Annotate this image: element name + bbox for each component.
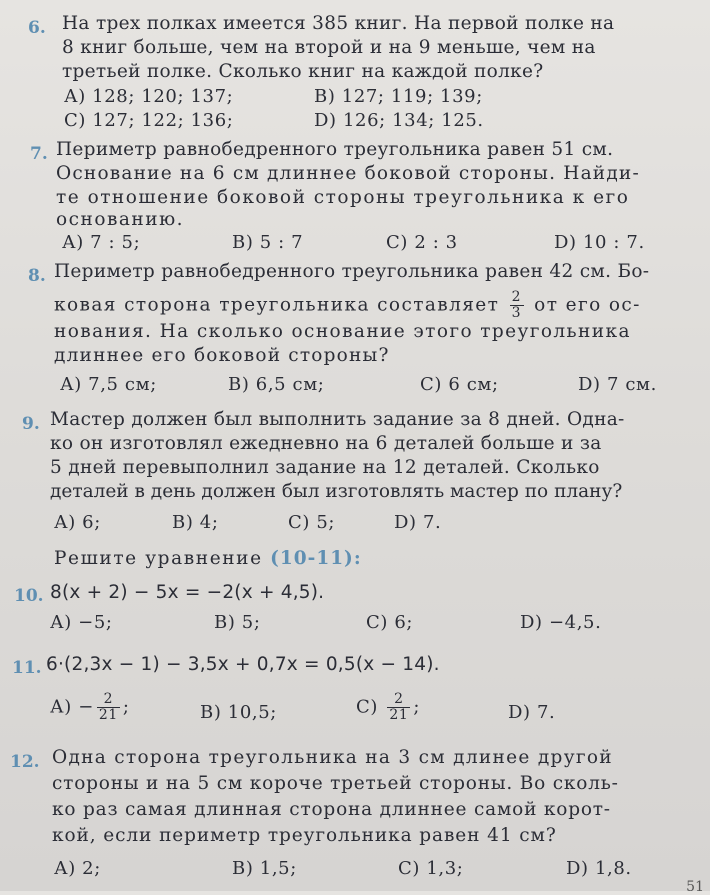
problem-text-line: ковая сторона треугольника составляет $\frac{2}{3}$ от его ос-	[54, 289, 641, 321]
answer-option-a: А) 128; 120; 137;	[64, 86, 234, 107]
answer-option-b: В) 5 : 7	[232, 232, 304, 253]
problem-text-line: третьей полке. Сколько книг на каждой полке?	[62, 61, 544, 82]
problem-text-line: Периметр равнобедренного треугольника равен 42 см. Бо-	[54, 261, 650, 282]
answer-option-a: А) 2;	[54, 858, 101, 879]
answer-option-d: D) −4,5.	[520, 612, 602, 633]
problem-text-line: Периметр равнобедренного треугольника равен 51 см.	[56, 139, 614, 160]
problem-text-line: Одна сторона треугольника на 3 см длинее другой	[52, 747, 613, 768]
answer-option-c: С) 5;	[288, 512, 336, 533]
answer-option-b: В) 6,5 см;	[228, 374, 325, 395]
problem-number: 12.	[10, 752, 40, 772]
problem-number: 9.	[22, 414, 40, 434]
problem-text-line: ко раз самая длинная сторона длиннее самой корот-	[52, 799, 611, 820]
equation: 8(x + 2) − 5x = −2(x + 4,5).	[50, 582, 325, 603]
answer-option-c: С) $\frac{2}{21}$ ;	[356, 691, 421, 723]
problem-text-line: Основание на 6 см длиннее боковой стороны. Найди-	[56, 163, 640, 184]
answer-option-b: В) 5;	[214, 612, 261, 633]
problem-number: 6.	[28, 18, 46, 38]
answer-option-b: В) 4;	[172, 512, 219, 533]
equation: 6·(2,3x − 1) − 3,5x + 0,7x = 0,5(x − 14).	[46, 654, 440, 675]
problem-text-line: Мастер должен был выполнить задание за 8 дней. Одна-	[50, 409, 625, 430]
answer-option-a: А) − $\frac{2}{21}$ ;	[50, 691, 130, 723]
page-number: 51	[686, 879, 704, 895]
answer-option-a: А) −5;	[50, 612, 113, 633]
answer-option-c: С) 6 см;	[420, 374, 499, 395]
answer-option-d: D) 7.	[394, 512, 442, 533]
problem-text-line: стороны и на 5 см короче третьей стороны. Во сколь-	[52, 773, 619, 794]
problem-text-line: нования. На сколько основание этого треугольника	[54, 321, 631, 342]
answer-option-d: D) 126; 134; 125.	[314, 110, 484, 131]
answer-option-c: С) 127; 122; 136;	[64, 110, 234, 131]
section-heading: Решите уравнение (10-11):	[54, 548, 362, 569]
answer-option-b: В) 127; 119; 139;	[314, 86, 483, 107]
answer-option-d: D) 7 см.	[578, 374, 657, 395]
problem-number: 10.	[14, 586, 44, 606]
answer-option-a: А) 7,5 см;	[60, 374, 157, 395]
problem-text-line: ко он изготовлял ежедневно на 6 деталей больше и за	[50, 433, 602, 454]
answer-option-c: С) 2 : 3	[386, 232, 458, 253]
problem-text-line: 5 дней перевыполнил задание на 12 деталей. Сколько	[50, 457, 600, 478]
problem-text-line: На трех полках имеется 385 книг. На первой полке на	[62, 13, 615, 34]
problem-text-line: те отношение боковой стороны треугольника к его	[56, 187, 630, 208]
problem-number: 11.	[12, 658, 42, 678]
answer-option-b: В) 10,5;	[200, 702, 277, 723]
answer-option-a: А) 7 : 5;	[62, 232, 141, 253]
problem-number: 7.	[30, 144, 48, 164]
problem-text-line: основанию.	[56, 209, 185, 230]
fraction-two-thirds: $\frac{2}{3}$	[511, 289, 522, 321]
fraction-two-twentyfirsts: $\frac{2}{21}$	[389, 691, 409, 723]
problem-text-line: деталей в день должен был изготовлять мастер по плану?	[50, 481, 623, 502]
answer-option-d: D) 7.	[508, 702, 556, 723]
fraction-two-twentyfirsts: $\frac{2}{21}$	[98, 691, 118, 723]
problem-number: 8.	[28, 266, 46, 286]
problem-text-line: кой, если периметр треугольника равен 41 см?	[52, 825, 557, 846]
answer-option-b: В) 1,5;	[232, 858, 297, 879]
answer-option-d: D) 10 : 7.	[554, 232, 645, 253]
answer-option-d: D) 1,8.	[566, 858, 632, 879]
problem-text-line: 8 книг больше, чем на второй и на 9 меньше, чем на	[62, 37, 596, 58]
problem-text-line: длиннее его боковой стороны?	[54, 345, 390, 366]
answer-option-a: А) 6;	[54, 512, 101, 533]
answer-option-c: С) 1,3;	[398, 858, 464, 879]
answer-option-c: С) 6;	[366, 612, 414, 633]
